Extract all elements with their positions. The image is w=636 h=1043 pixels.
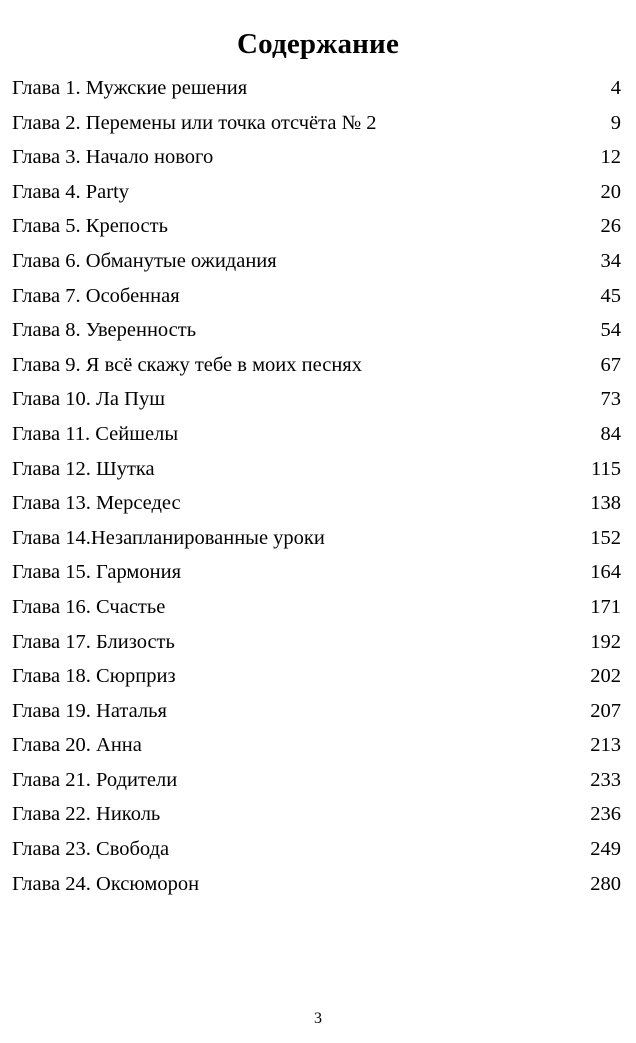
toc-entry [12, 728, 621, 763]
toc-entry [12, 71, 621, 106]
toc-entry-title: Глава 13. Мерседес [12, 492, 181, 515]
toc-entry [12, 797, 621, 832]
toc-entry-title: Глава 1. Мужские решения [12, 77, 248, 99]
toc-entry-title: Глава 20. Анна [12, 734, 142, 757]
toc-entry-title: Глава 12. Шутка [12, 457, 155, 480]
toc-entry-title: Глава 5. Крепость [12, 215, 168, 238]
toc-entry-title: Глава 15. Гармония [12, 561, 181, 584]
toc-entry-page: 45 [600, 284, 621, 307]
page-number: 3 [314, 1010, 322, 1027]
toc-entry [12, 106, 621, 141]
toc-entry [12, 555, 621, 590]
toc-entry-page: 84 [600, 422, 621, 445]
toc-entry [12, 867, 621, 902]
toc-entry [12, 590, 621, 625]
toc-entry-title: Глава 16. Счастье [12, 595, 166, 618]
toc-entry-page: 207 [590, 699, 621, 722]
toc-entry [12, 279, 621, 314]
toc-entry [12, 244, 621, 279]
toc-entry-page: 115 [591, 457, 621, 480]
toc-entry-page: 20 [600, 180, 621, 203]
toc-entry-page: 171 [590, 595, 621, 618]
toc-entry [12, 313, 621, 348]
toc-entry-page: 236 [590, 803, 621, 826]
toc-entry-page: 12 [600, 146, 621, 169]
toc-entry [12, 382, 621, 417]
toc-entry-title: Глава 9. Я всё скажу тебе в моих песнях [12, 353, 362, 376]
table-of-contents [12, 71, 621, 901]
toc-entry-page: 73 [600, 388, 621, 411]
toc-entry-page: 280 [590, 872, 621, 895]
toc-entry-title: Глава 3. Начало нового [12, 146, 214, 169]
page-title: Содержание [236, 28, 400, 61]
toc-entry-title: Глава 14.Незапланированные уроки [12, 526, 325, 549]
toc-entry-page: 54 [600, 319, 621, 342]
toc-entry-title: Глава 17. Близость [12, 630, 175, 653]
toc-entry-title: Глава 18. Сюрприз [12, 665, 176, 688]
toc-entry-page: 67 [600, 353, 621, 376]
toc-entry [12, 521, 621, 556]
toc-entry-title: Глава 10. Ла Пуш [12, 388, 165, 411]
toc-entry [12, 417, 621, 452]
toc-entry-title: Глава 23. Свобода [12, 838, 170, 861]
toc-entry-title: Глава 22. Николь [12, 803, 161, 826]
toc-entry-page: 249 [590, 838, 621, 861]
toc-entry [12, 694, 621, 729]
toc-entry [12, 140, 621, 175]
toc-entry-title: Глава 21. Родители [12, 768, 178, 791]
toc-entry-title: Глава 24. Оксюморон [12, 872, 200, 895]
toc-entry [12, 832, 621, 867]
toc-entry-page: 233 [590, 768, 621, 791]
toc-entry-page: 213 [590, 734, 621, 757]
toc-entry [12, 348, 621, 383]
toc-entry-page: 34 [600, 249, 621, 272]
toc-entry [12, 763, 621, 798]
toc-entry [12, 175, 621, 210]
toc-entry-page: 152 [590, 526, 621, 549]
toc-entry-title: Глава 11. Сейшелы [12, 422, 179, 445]
toc-entry [12, 452, 621, 487]
toc-entry-title: Глава 19. Наталья [12, 699, 167, 722]
toc-entry-title: Глава 4. Party [12, 180, 130, 203]
toc-entry-page: 192 [590, 630, 621, 653]
toc-entry-page: 9 [610, 111, 621, 134]
toc-entry-title: Глава 6. Обманутые ожидания [12, 249, 277, 272]
toc-entry-title: Глава 8. Уверенность [12, 319, 197, 342]
toc-entry-title: Глава 7. Особенная [12, 284, 180, 307]
toc-entry [12, 625, 621, 660]
toc-entry-title: Глава 2. Перемены или точка отсчёта № 2 [12, 111, 377, 134]
toc-entry [12, 209, 621, 244]
toc-entry-page: 202 [590, 665, 621, 688]
toc-entry-page: 26 [600, 215, 621, 238]
toc-entry-page: 4 [610, 77, 621, 99]
toc-entry [12, 659, 621, 694]
toc-entry-page: 138 [590, 492, 621, 515]
toc-entry-page: 164 [590, 561, 621, 584]
toc-entry [12, 486, 621, 521]
